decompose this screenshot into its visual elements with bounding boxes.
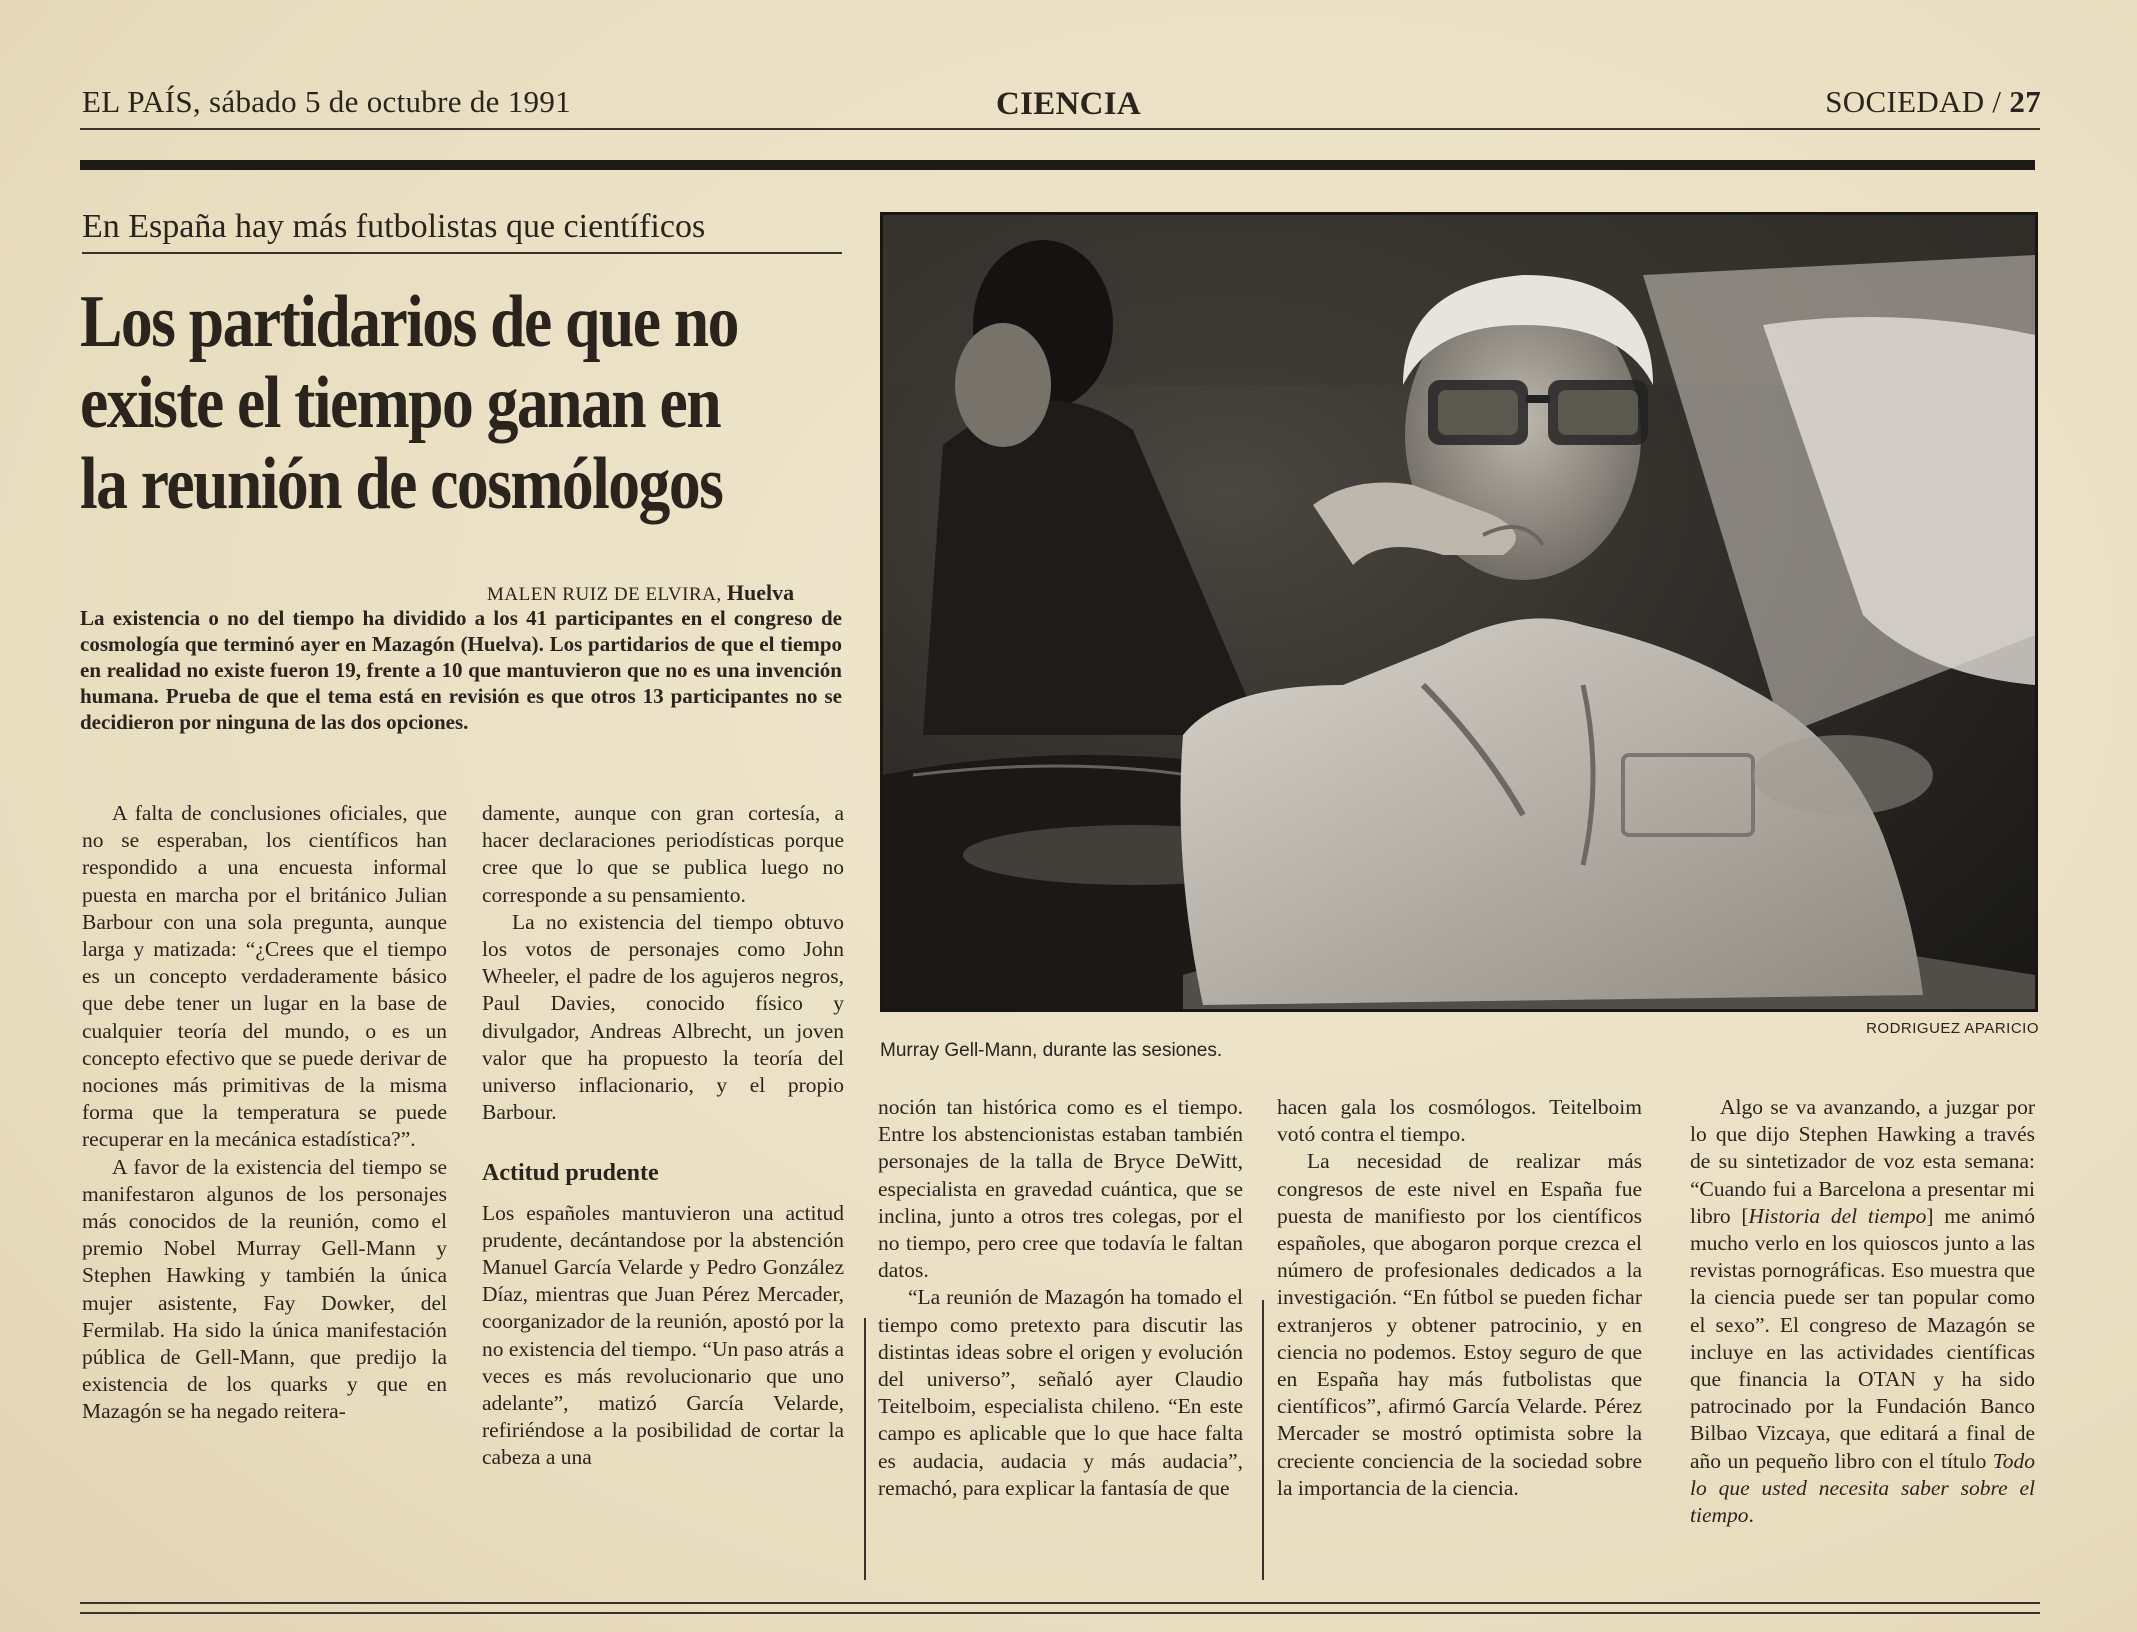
paragraph: hacen gala los cosmólogos. Teitelboim votó contra el tiempo. [1277,1095,1642,1147]
byline [487,580,794,606]
header-thick-rule [80,160,2035,170]
photo-gell-mann [880,212,2038,1012]
bottom-rule [80,1612,2040,1614]
book-title: Historia del tiempo [1748,1203,1927,1228]
paragraph: noción tan histórica como es el tiempo. Entre los abstencionistas estaban también personajes de la talla de Bryce DeWitt, especialista en gravedad cuántica, que se inclina, junto a otros tres colegas, por el no tiempo, pero cree que todavía le faltan datos. [878,1095,1243,1283]
kicker: En España hay más futbolistas que científicos [82,208,842,254]
column-rule [1262,1300,1264,1580]
lead-paragraph: La existencia o no del tiempo ha dividido a los 41 participantes en el congreso de cosmología que terminó ayer en Mazagón (Huelva). Los partidarios de que el tiempo en realidad no existe fueron 19, frente a 10 que mantuvieron que no es una invención humana. Prueba de que el tema está en revisión es que otros 13 participantes no se decidieron por ninguna de las dos opciones. [80,606,842,734]
headline [80,282,854,525]
header-page [1825,84,2041,120]
photo-image [883,215,2035,1009]
text-run: ] me animó mucho verlo en los quioscos junto a las revistas pornográficas. Eso muestra que la ciencia puede ser tan popular como el sexo”. El congreso de Mazagón se incluye en las actividades científicas que financia la OTAN y ha sido patrocinado por la Fundación Banco Bilbao Vizcaya, que editará a final de año un pequeño libro con el título [1690,1203,2035,1473]
column-4 [1277,1094,1642,1502]
paragraph: La no existencia del tiempo obtuvo los votos de personajes como John Wheeler, el padre de los agujeros negros, Paul Davies, conocido físico y divulgador, Andreas Albrecht, un joven valor que ha propuesto la teoría del universo inflacionario, y el propio Barbour. [482,909,844,1125]
subheading: Actitud prudente [482,1160,659,1187]
paragraph: “La reunión de Mazagón ha tomado el tiempo como pretexto para discutir las distintas ideas sobre el origen y evolución del universo”, señaló ayer Claudio Teitelboim, especialista chileno. “En este campo es aplicable que lo que hace falta es audacia, audacia y más audacia”, remachó, para explicar la fantasía de que [878,1285,1243,1500]
bottom-rule [80,1602,2040,1604]
text-run: Algo se va avanzando, a juzgar por lo que dijo Stephen Hawking a través de su sintetizador de voz esta semana: “Cuando fui a Barcelona a presentar mi libro [ [1690,1095,2035,1228]
book-title: Todo lo que usted necesita saber sobre el tiempo [1690,1448,2035,1528]
paragraph: damente, aunque con gran cortesía, a hacer declaraciones periodísticas porque cree que lo que se publica luego no corresponde a su pensamiento. [482,801,844,907]
page-number: 27 [2009,84,2041,119]
paragraph: Los españoles mantuvieron una actitud prudente, decántandose por la abstención Manuel García Velarde y Pedro González Díaz, mientras que Juan Pérez Mercader, coorganizador de la reunión, apostó por la no existencia del tiempo. “Un paso atrás a veces es más revolucionario que uno adelante”, matizó García Velarde, refiriéndose a la posibilidad de cortar la cabeza a una [482,1200,844,1470]
text-run: . [1748,1503,1754,1528]
column-3 [878,1094,1243,1502]
headline-line: Los partidarios de que no [80,281,738,363]
byline-place: Huelva [726,580,795,605]
column-1 [82,800,447,1426]
paragraph: La necesidad de realizar más congresos de este nivel en España fue puesta de manifiesto por los científicos españoles, que abogaron porque crezca el número de profesionales dedicados a la investigación. “En fútbol se pueden fichar extranjeros y obtener patrocinio, y en ciencia no podemos. Estoy seguro de que en España hay más futbolistas que científicos”, afirmó García Velarde. Pérez Mercader se mostró optimista sobre la creciente conciencia de la sociedad sobre la importancia de la ciencia. [1277,1149,1642,1500]
header-section-name: SOCIEDAD / [1825,84,2010,119]
photo-credit: RODRIGUEZ APARICIO [1866,1020,2039,1037]
header-section: CIENCIA [995,86,1142,122]
column-5 [1690,1094,2035,1529]
header-date: EL PAÍS, sábado 5 de octubre de 1991 [82,84,571,119]
header-rule [80,128,2040,130]
column-rule [864,1318,866,1580]
byline-author: MALEN RUIZ DE ELVIRA, [487,584,727,605]
photo-caption: Murray Gell-Mann, durante las sesiones. [880,1040,1223,1061]
paragraph: A falta de conclusiones oficiales, que no se esperaban, los científicos han respondido a una encuesta informal puesta en marcha por el británico Julian Barbour con una sola pregunta, aunque larga y matizada: “¿Crees que el tiempo es un concepto verdaderamente básico que debe tener un lugar en la base de cualquier teoría del mundo, o es un concepto efectivo que se puede derivar de nociones más primitivas de la misma forma que la temperatura se puede recuperar en la mecánica estadística?”. [82,801,447,1152]
paragraph [1690,1094,2035,1529]
paragraph: A favor de la existencia del tiempo se manifestaron algunos de los personajes más conocidos de la reunión, como el premio Nobel Murray Gell-Mann y Stephen Hawking y también la única mujer asistente, Fay Dowker, del Fermilab. Ha sido la única manifestación pública de Gell-Mann, que predijo la existencia de los quarks y que en Mazagón se ha negado reitera- [82,1154,447,1424]
column-2 [482,800,844,1472]
headline-line: existe el tiempo ganan en [80,362,721,444]
headline-line: la reunión de cosmólogos [80,443,723,525]
